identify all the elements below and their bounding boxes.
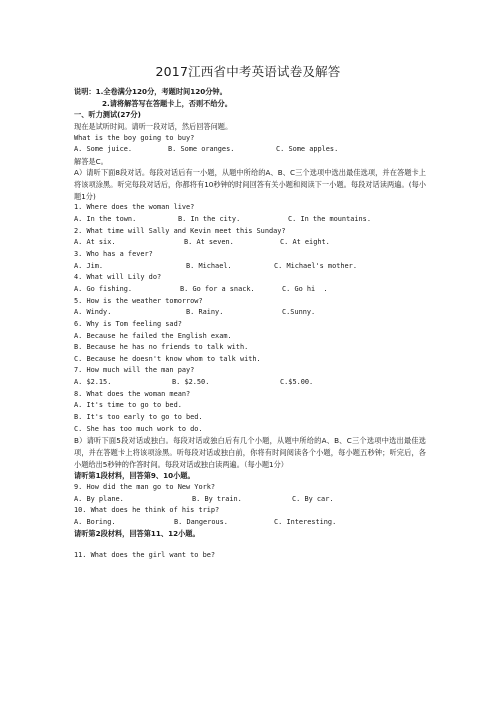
question-8: 8. What does the woman mean?: [74, 389, 191, 398]
part-b-instructions: B）请听下面5段对话或独白。每段对话或独白后有几个小题，从题中所给的A、B、C三个选项中选出最佳选项，并在答题卡上将该项涂黑。听每段对话或独白前，你将有时间阅读各个小题，每小题五秒钟；听完后，各小题给出5秒钟的作答时间。每段对话或独白读两遍。（每小题1分）: [74, 436, 426, 469]
question-9-options: [74, 494, 426, 506]
option-c: C.Sunny.: [282, 308, 316, 317]
option-a: A. In the town.: [74, 215, 137, 224]
option-a: A. Boring.: [74, 517, 116, 526]
question-7: 7. How much will the man pay?: [74, 366, 195, 375]
option-a: A. Some juice.: [74, 145, 133, 154]
question-8-option-a: A. It's time to go to bed.: [74, 401, 182, 410]
option-a: A. At six.: [74, 238, 116, 247]
question-1: 1. Where does the woman live?: [74, 203, 195, 212]
document-body: [74, 86, 426, 562]
part-a-instructions: A）请听下面8段对话。每段对话后有一小题，从题中所给的A、B、C三个选项中选出最佳选项，并在答题卡上将该项涂黑。听完每段对话后，你都将有10秒钟的时间回答有关小题和阅读下一小题。每段对话读两遍。(每小题1分): [74, 168, 426, 201]
option-a: A. Go fishing.: [74, 284, 133, 293]
notes-item-1: 1.全卷满分120分，考题时间120分钟。: [95, 87, 227, 96]
option-c: C. Go hi .: [282, 284, 328, 293]
option-c: C. Some apples.: [276, 145, 339, 154]
option-b: B. Go for a snack.: [180, 284, 255, 293]
question-9: 9. How did the man go to New York?: [74, 482, 216, 491]
question-10: 10. What does he think of his trip?: [74, 506, 220, 515]
option-c: C.$5.00.: [280, 378, 314, 387]
question-6: 6. Why is Tom feeling sad?: [74, 319, 182, 328]
question-4: 4. What will Lily do?: [74, 273, 162, 282]
option-a: A. Windy.: [74, 308, 112, 317]
option-b: B. By train.: [192, 494, 242, 503]
example-answer: 解答是C。: [74, 156, 108, 166]
notes-label: 说明：: [74, 87, 96, 96]
question-3: 3. Who has a fever?: [74, 250, 153, 259]
question-7-options: [74, 377, 426, 389]
material-2-heading: 请听第2段材料，回答第11、12小题。: [74, 529, 200, 539]
question-1-options: [74, 214, 426, 226]
example-options: [74, 144, 426, 156]
question-6-option-a: A. Because he failed the English exam.: [74, 331, 232, 340]
question-3-options: [74, 261, 426, 273]
question-11: 11. What does the girl want to be?: [74, 551, 216, 560]
option-b: B. In the city.: [178, 215, 241, 224]
notes-line-1: [74, 86, 426, 98]
option-b: B. Michael.: [186, 261, 232, 270]
question-4-options: [74, 284, 426, 296]
question-6-option-c: C. Because he doesn't know whom to talk with.: [74, 354, 261, 363]
option-c: C. In the mountains.: [288, 215, 371, 224]
option-a: A. By plane.: [74, 494, 124, 503]
material-1-heading: 请听第1段材料，回答第9、10小题。: [74, 471, 195, 481]
option-a: A. $2.15.: [74, 378, 112, 387]
question-6-option-b: B. Because he has no friends to talk with.: [74, 343, 249, 352]
notes-line-2: 2.请将解答写在答题卡上，否则不给分。: [102, 98, 232, 108]
question-5-options: [74, 307, 426, 319]
question-8-option-c: C. She has too much work to do.: [74, 424, 203, 433]
question-8-option-b: B. It's too early to go to bed.: [74, 412, 203, 421]
example-question: What is the boy going to buy?: [74, 133, 195, 142]
option-b: B. Rainy.: [186, 308, 224, 317]
option-c: C. Michael's mother.: [274, 261, 357, 270]
section-heading: 一、听力测试(27分): [74, 110, 141, 120]
question-2-options: [74, 237, 426, 249]
option-c: C. By car.: [292, 494, 334, 503]
question-2: 2. What time will Sally and Kevin meet this Sunday?: [74, 226, 286, 235]
option-c: C. At eight.: [280, 238, 330, 247]
option-b: B. Dangerous.: [174, 517, 228, 526]
option-b: B. $2.50.: [172, 378, 210, 387]
option-b: B. Some oranges.: [168, 145, 235, 154]
spacer: [74, 540, 426, 550]
option-b: B. At seven.: [184, 238, 234, 247]
section-intro: 现在是试听时间。请听一段对话，然后回答问题。: [74, 121, 233, 131]
page-title: 2017江西省中考英语试卷及解答: [155, 64, 341, 79]
option-a: A. Jim.: [74, 261, 104, 270]
question-5: 5. How is the weather tomorrow?: [74, 296, 203, 305]
option-c: C. Interesting.: [274, 517, 337, 526]
question-10-options: [74, 517, 426, 529]
